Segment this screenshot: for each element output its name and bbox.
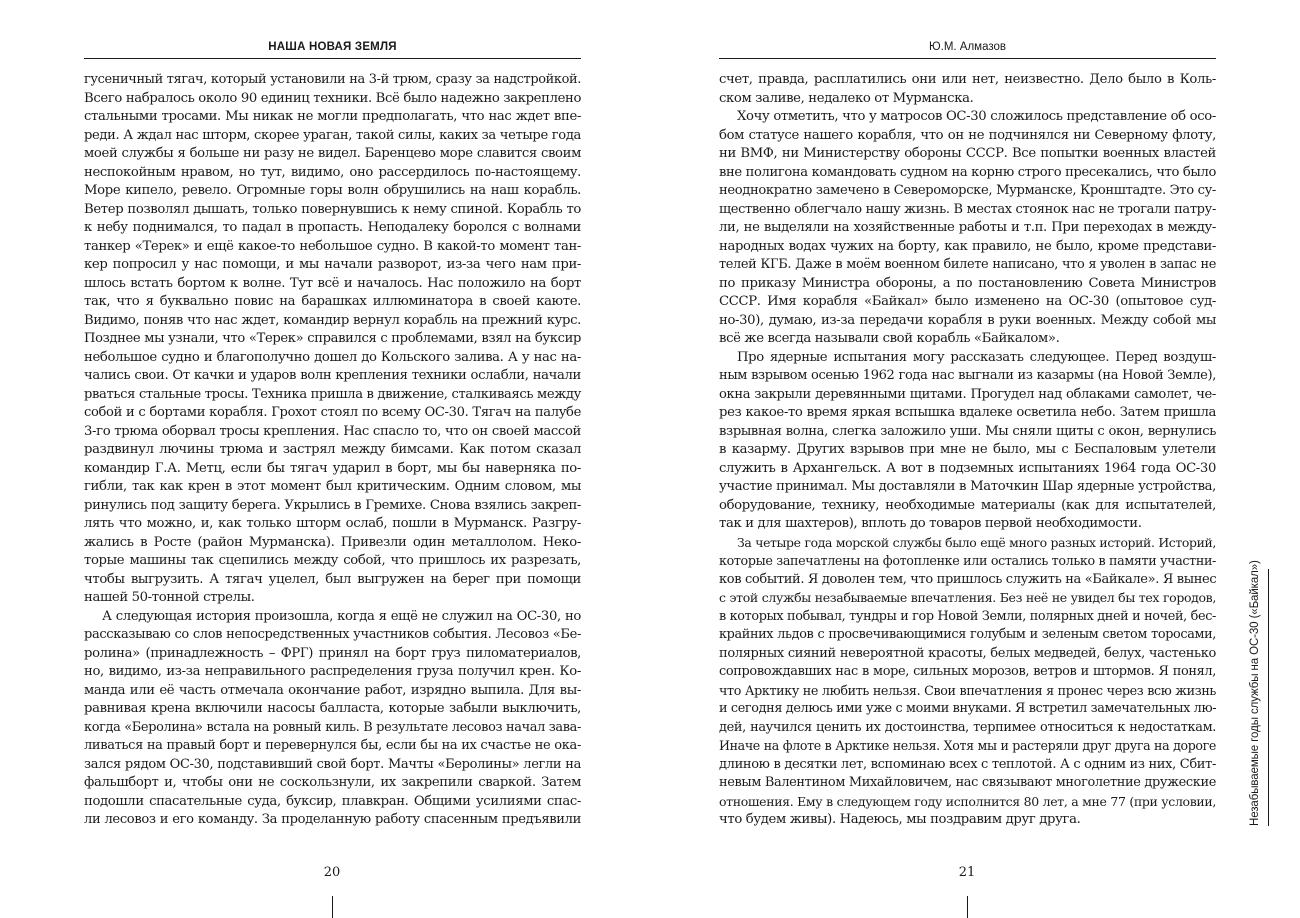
text-line: к небу поднимался, то падал в пропасть. Неподалеку боролся с волнами <box>84 220 581 235</box>
text-line: когда «Беролина» встала на ровный киль. В результате лесовоз начал зава- <box>84 719 581 735</box>
text-line: собой и с бортами корабля. Грохот стоял по всему ОС-30. Тягач на палубе <box>84 405 581 420</box>
text-line: вне полигона командовать судном на корню строго пресекались, что было <box>719 164 1216 180</box>
chapter-side-tab-label: Незабываемые годы службы на ОС-30 («Байкал») <box>1249 560 1261 826</box>
text-line: ни ВМФ, ни Министерству обороны СССР. Все попытки военных властей <box>719 146 1216 161</box>
chapter-side-tab-rule <box>1268 569 1269 826</box>
text-line: Хочу отметить, что у матросов ОС-30 сложилось представление об осо- <box>737 109 1216 124</box>
text-line: неоднократно замечено в Североморске, Мурманске, Кронштадте. Это су- <box>719 183 1216 198</box>
right-page-text <box>719 71 1216 830</box>
text-line: командир Г.А. Метц, если бы тягач ударил в борт, мы бы наверняка по- <box>84 460 581 476</box>
text-line: по приказу Министра обороны, а по постановлению Совета Министров <box>719 275 1216 291</box>
text-line: небольшое судно и благополучно дошел до Кольского залива. А у нас на- <box>84 349 581 365</box>
chapter-side-tab <box>1245 560 1266 826</box>
text-line: что будем живы). Надеюсь, мы поздравим друг друга. <box>719 812 1081 827</box>
text-line: оборудование, технику, необходимые материалы (как для испытателей, <box>719 497 1216 513</box>
text-line: зался рядом ОС-30, подставивший свой борт. Мачты «Беролины» легли на <box>84 756 581 772</box>
text-line: счет, правда, расплатились они или нет, неизвестно. Дело было в Коль- <box>719 72 1216 87</box>
text-line: в которых побывал, тундры и гор Новой Земли, полярных дней и ночей, бес- <box>719 608 1216 624</box>
text-line: чтобы выгрузить. А тягач уцелел, был выгружен на берег при помощи <box>84 571 581 587</box>
text-line: бом статусе нашего корабля, что он не подчинялся ни Северному флоту, <box>719 127 1216 143</box>
text-line: чались свои. От качки и ударов волн крепления техники ослабли, начали <box>84 368 581 383</box>
header-rule-right <box>719 58 1216 59</box>
text-line: 3-го трюма оборвал тросы крепления. Нас спасло то, что он своей массой <box>84 423 581 439</box>
text-line: ском заливе, недалеко от Мурманска. <box>719 90 974 106</box>
text-line: манда или её часть отмечала окончание работ, изрядно выпила. Для вы- <box>84 682 581 698</box>
text-line: За четыре года морской службы было ещё много разных историй. Историй, <box>737 534 1216 550</box>
text-line: стальными тросами. Мы никак не могли предполагать, что нас ждет впе- <box>84 109 581 124</box>
text-line: рассказываю со слов непосредственных участников события. Лесовоз «Бе- <box>84 627 581 642</box>
text-line: народных водах чужих на борту, как правило, не было, кроме представи- <box>719 238 1216 254</box>
text-line: ков событий. Я доволен тем, что пришлось служить на «Байкале». Я вынес <box>719 571 1217 587</box>
text-line: участие принимал. Мы доставляли в Маточкин Шар ядерные устройства, <box>719 479 1216 494</box>
text-line: окна закрыли деревянными щитами. Прогудел над облаками самолет, че- <box>719 386 1216 402</box>
text-line: Видимо, поняв что нас ждет, командир вернул корабль на прежний курс. <box>84 312 581 328</box>
text-line: жались в Росте (район Мурманска). Привезли один металлолом. Неко- <box>84 534 581 550</box>
text-line: телей КГБ. Даже в моём военном билете написано, что я уволен в запас не <box>719 257 1216 272</box>
text-line: гусеничный тягач, который установили на 3-й трюм, сразу за надстройкой. <box>84 72 581 87</box>
text-line: СССР. Имя корабля «Байкал» было изменено на ОС-30 (опытовое суд- <box>719 294 1216 309</box>
text-line: служить в Архангельск. А вот в подземных испытаниях 1964 года ОС-30 <box>719 460 1216 476</box>
text-line: торые машины так сцепились между собой, что пришлось их разрезать, <box>84 553 581 568</box>
text-line: А следующая история произошла, когда я ещё не служил на ОС-30, но <box>102 608 581 624</box>
text-line: сопровождавших нас в море, сильных морозов, ветров и штормов. Я понял, <box>719 664 1216 679</box>
text-line: моей службы я больше ни разу не видел. Баренцево море славится своим <box>84 146 581 161</box>
text-line: крайних льдов с просвечивающимися голубым и зеленым светом торосами, <box>719 627 1216 642</box>
text-line: реди. А ждал нас шторм, скорее ураган, такой силы, каких за четыре года <box>84 127 581 143</box>
text-line: Про ядерные испытания могу рассказать следующее. Перед воздуш- <box>737 349 1216 365</box>
text-line: так, что я буквально повис на барашках иллюминатора в своей каюте. <box>84 294 581 309</box>
text-line: кер попросил у нас помощи, и мы начали разворот, из-за чего нам при- <box>84 257 581 272</box>
text-line: полярных сияний невероятной красоты, белых медведей, белух, частенько <box>719 645 1216 661</box>
text-line: ролина» (принадлежность – ФРГ) принял на борт груз пиломатериалов, <box>84 645 581 661</box>
page-number-left: 20 <box>323 865 341 880</box>
page-number-right: 21 <box>958 865 976 880</box>
text-line: в казарму. Других взрывов при мне не было, мы с Беспаловым улетели <box>719 442 1216 457</box>
text-line: Позднее мы узнали, что «Терек» справился с проблемами, взял на буксир <box>84 331 581 346</box>
text-line: ли, не выделяли на хозяйственные работы и т.п. При переходах в между- <box>719 220 1216 235</box>
text-line: рез какое-то время яркая вспышка вдалеке осветила небо. Затем пришла <box>719 405 1216 420</box>
text-line: фальшборт и, чтобы они не соскользнули, их закрепили сваркой. Затем <box>84 775 581 790</box>
text-line: дей, научился ценить их достоинства, терпимее относиться к недостаткам. <box>719 719 1216 735</box>
running-header-left: НАША НОВАЯ ЗЕМЛЯ <box>268 41 397 53</box>
text-line: ливаться на правый борт и перевернулся бы, если бы на их счастье не ока- <box>84 738 581 753</box>
text-line: ным взрывом осенью 1962 года нас выгнали из казармы (на Новой Земле), <box>719 368 1216 383</box>
text-line: раздвинул лючины трюма и застрял между бимсами. Как потом сказал <box>84 442 581 457</box>
text-line: всё же всегда называли свой корабль «Байкалом». <box>719 331 1060 346</box>
text-line: так и для шахтеров), вплоть до товаров первой необходимости. <box>719 516 1142 531</box>
text-line: ринулись под защиту берега. Укрылись в Гремихе. Снова взялись закреп- <box>84 497 581 513</box>
text-line: гибли, так как крен в этот момент был критическим. Одним словом, мы <box>84 479 581 494</box>
text-line: Море кипело, ревело. Огромные горы волн обрушились на наш корабль. <box>84 183 581 198</box>
text-line: шлось встать бортом к волне. Тут всё и началось. Нас положило на борт <box>84 275 581 291</box>
text-line: отношения. Ему в следующем году исполнится 80 лет, а мне 77 (при условии, <box>719 793 1216 809</box>
text-line: танкер «Терек» и ещё какое-то небольшое судно. В какой-то момент тан- <box>84 238 581 254</box>
text-line: но-30), думаю, из-за передачи корабля в руки военных. Между собой мы <box>719 312 1216 328</box>
text-line: лять что можно, и, как только шторм ослаб, пошли в Мурманск. Разгру- <box>84 516 581 531</box>
text-line: с этой службы незабываемые впечатления. Без неё не увидел бы тех городов, <box>719 590 1216 605</box>
text-line: которые запечатлены на фотопленке или остались только в памяти участни- <box>719 553 1216 568</box>
text-line: Иначе на флоте в Арктике нельзя. Хотя мы и растеряли друг друга на дороге <box>719 738 1216 753</box>
text-line: но, видимо, из-за неправильного распределения груза получил крен. Ко- <box>84 664 581 679</box>
header-rule-left <box>84 58 581 59</box>
page-tick-right <box>967 896 968 918</box>
running-header-right: Ю.М. Алмазов <box>929 41 1006 53</box>
text-line: невым Валентином Михайловичем, нас связывают многолетние дружеские <box>719 775 1216 790</box>
text-line: нашей 50-тонной стрелы. <box>84 590 255 605</box>
text-line: рваться стальные тросы. Техника пришла в движение, сталкиваясь между <box>84 386 581 402</box>
text-line: неспокойным нравом, но тут, видимо, оно рассердилось по-настоящему. <box>84 164 581 180</box>
text-line: и сегодня делюсь ими уже с моими внуками. Я встретил замечательных лю- <box>719 701 1217 716</box>
text-line: взрывная волна, слегка заложило уши. Мы сняли щиты с окон, вернулись <box>719 423 1216 439</box>
text-line: Ветер позволял дышать, только повернувшись к нему спиной. Корабль то <box>84 201 581 217</box>
text-line: подошли спасательные суда, буксир, плавкран. Общими усилиями спас- <box>84 793 581 809</box>
left-page-text <box>84 71 581 830</box>
text-line: длиною в десятки лет, вспоминаю всех с теплотой. А с одним из них, Сбит- <box>719 756 1216 772</box>
text-line: щественно облегчало нашу жизнь. В местах стоянок нас не трогали патру- <box>719 201 1216 217</box>
text-line: Всего набралось около 90 единиц техники. Всё было надежно закреплено <box>84 90 582 106</box>
text-line: ли лесовоз и его команду. За проделанную работу спасенным предъявили <box>84 812 581 827</box>
page-tick-left <box>332 896 333 918</box>
text-line: что Арктику не любить нельзя. Свои впечатления я пронес через всю жизнь <box>719 682 1216 698</box>
text-line: равнивая крена включили насосы балласта, которые забыли выключить, <box>84 701 581 716</box>
